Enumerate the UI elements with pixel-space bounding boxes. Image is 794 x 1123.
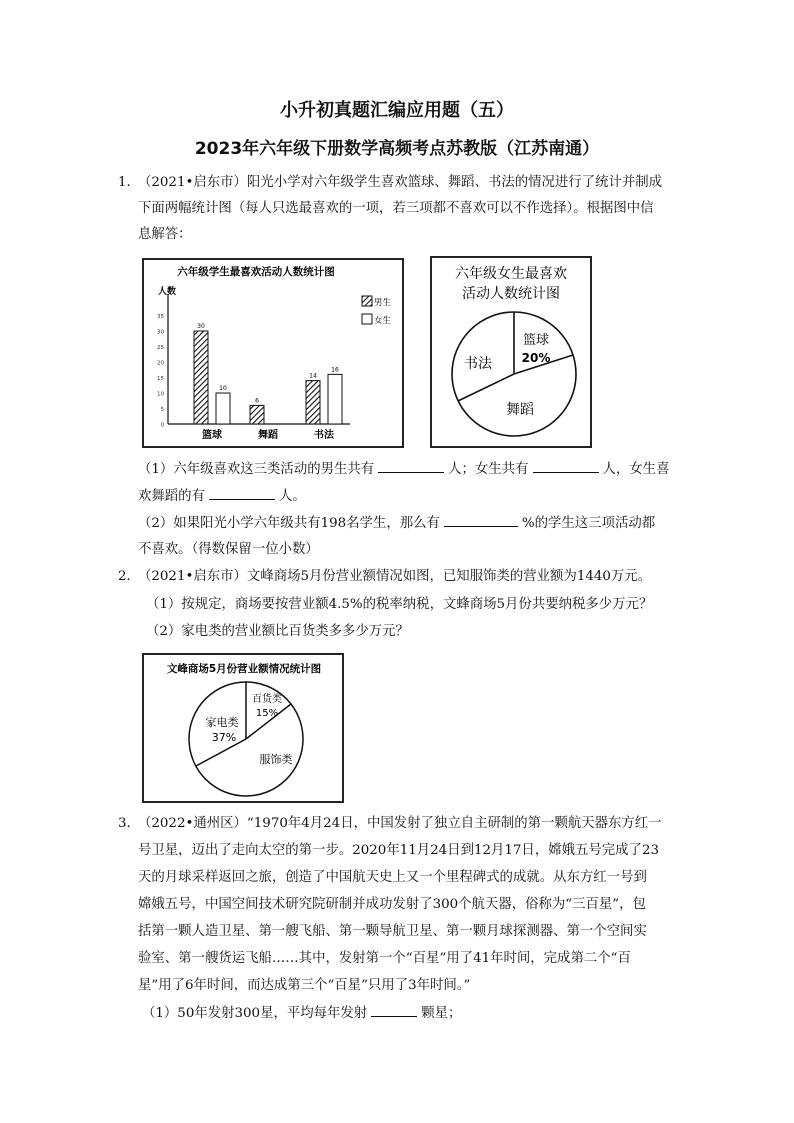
girls-pie-figure	[430, 256, 592, 448]
page-subtitle: 2023年六年级下册数学高频考点苏教版（江苏南通）	[194, 139, 600, 159]
pie-label-appliance: 家电类	[205, 716, 239, 729]
bar-chart-ylabel: 人数	[158, 287, 177, 297]
q2-sub2: （2）家电类的营业额比百货类多多少万元？	[146, 624, 409, 639]
q2-text: （2021•启东市）文峰商场5月份营业额情况如图，已知服饰类的营业额为1440万元。	[138, 569, 652, 584]
bar-chart-figure	[142, 258, 404, 448]
y-tick-label: 30	[157, 329, 164, 336]
legend-label-girls: 女生	[374, 316, 392, 326]
pie-value-department: 15%	[255, 708, 279, 719]
q1-sub2-line2: 不喜欢。（得数保留一位小数）	[138, 542, 319, 557]
y-tick-label: 35	[157, 314, 164, 320]
q3-text-line: （2022•通州区）“1970年4月24日，中国发射了独立自主研制的第一颗航天器东方红一	[138, 816, 662, 831]
q3-text-line: 验室、第一艘货运飞船……其中，发射第一个“百星”用了41年时间，完成第二个“百	[138, 951, 631, 966]
y-tick-label: 10	[157, 391, 164, 398]
bar-boys	[306, 381, 320, 424]
bar-girls	[216, 393, 230, 424]
bar-value-label: 16	[331, 366, 339, 374]
pie-label-dance: 舞蹈	[506, 402, 534, 418]
mall-pie-chart	[144, 655, 342, 801]
answer-blank-percent[interactable]	[444, 514, 518, 527]
q3-text-line: 号卫星，迈出了走向太空的第一步。2020年11月24日到12月17日，嫦娥五号完成了23	[138, 843, 659, 858]
q1-sub1-text-d: 欢舞蹈的有	[138, 489, 205, 504]
girls-pie-title-line-2: 活动人数统计图	[462, 286, 560, 302]
q3-text-line: 天的月球采样返回之旅，创造了中国航天史上又一个里程碑式的成就。从东方红一号到	[138, 870, 647, 885]
x-category-label: 书法	[314, 430, 334, 441]
q3-text-line: 嫦娥五号，中国空间技术研究院研制并成功发射了300个航天器，俗称为“三百星”，包	[138, 897, 646, 912]
x-category-label: 舞蹈	[258, 430, 278, 441]
bar-girls	[328, 374, 342, 424]
pie-label-department: 百货类	[252, 694, 282, 705]
legend-label-boys: 男生	[374, 298, 392, 308]
bar-value-label: 14	[309, 372, 317, 380]
y-tick-label: 5	[160, 407, 164, 413]
pie-value-appliance: 37%	[211, 731, 237, 744]
bar-boys	[250, 405, 264, 424]
q1-sub1-text-c: 人，女生喜	[602, 462, 670, 477]
bar-value-label: 10	[219, 385, 227, 392]
q3-text-line: 星”用了6年时间，而达成第三个“百星”只用了3年时间。”	[138, 978, 471, 993]
pie-value-basketball: 20%	[521, 351, 551, 365]
mall-pie-figure	[142, 653, 344, 803]
q1-sub1-text-e: 人。	[278, 489, 306, 504]
y-tick-label: 15	[157, 376, 164, 382]
bar-boys	[194, 331, 208, 424]
y-tick-label: 20	[157, 360, 164, 367]
girls-pie-title-line-1: 六年级女生最喜欢	[455, 266, 567, 282]
mall-pie-title: 文峰商场5月份营业额情况统计图	[166, 663, 322, 675]
pie-label-basketball: 篮球	[522, 333, 550, 348]
q3-text-line: 括第一颗人造卫星、第一艘飞船、第一颗导航卫星、第一颗月球探测器、第一个空间实	[138, 924, 647, 939]
bar-chart-title: 六年级学生最喜欢活动人数统计图	[177, 266, 335, 278]
q1-number: 1．	[118, 175, 140, 190]
q3-sub1	[142, 1004, 461, 1023]
q1-sub1-text-a: （1）六年级喜欢这三类活动的男生共有	[138, 462, 375, 477]
q3-sub1-text-a: （1）50年发射300星，平均每年发射	[142, 1006, 368, 1021]
pie-label-calligraphy: 书法	[464, 356, 492, 372]
answer-blank-girls-dance[interactable]	[209, 487, 275, 500]
pie-label-clothing: 服饰类	[259, 753, 293, 766]
q1-sub1-line2	[138, 487, 306, 506]
q1-sub2-line1	[138, 514, 655, 533]
q2-number: 2．	[118, 569, 140, 584]
q1-text-line: （2021•启东市）阳光小学对六年级学生喜欢篮球、舞蹈、书法的情况进行了统计并制成	[138, 175, 663, 190]
answer-blank-boys[interactable]	[378, 460, 444, 473]
legend-swatch-boys	[362, 296, 372, 306]
bar-value-label: 6	[255, 397, 259, 405]
q2-sub1: （1）按规定，商场要按营业额4.5%的税率纳税，文蜂商场5月份共要纳税多少万元？	[146, 597, 653, 612]
y-tick-label: 0	[160, 422, 164, 429]
q1-text-line: 下面两幅统计图（每人只选最喜欢的一项，若三项都不喜欢可以不作选择）。根据图中信	[138, 201, 654, 216]
q1-text-line: 息解答：	[138, 227, 192, 242]
bar-value-label: 30	[197, 323, 205, 330]
q1-sub2-text-b: %的学生这三项活动都	[521, 516, 656, 531]
q1-sub1-text-b: 人；女生共有	[448, 462, 529, 477]
q3-sub1-text-b: 颗星；	[421, 1006, 462, 1021]
answer-blank-girls[interactable]	[533, 460, 599, 473]
x-category-label: 篮球	[202, 430, 222, 441]
page-title: 小升初真题汇编应用题（五）	[280, 100, 514, 121]
q3-number: 3．	[118, 816, 140, 831]
bar-chart	[144, 260, 402, 446]
answer-blank-per-year[interactable]	[371, 1004, 417, 1017]
girls-pie-chart	[432, 258, 590, 446]
y-tick-label: 25	[157, 345, 164, 351]
q1-sub2-text-a: （2）如果阳光小学六年级共有198名学生，那么有	[138, 516, 440, 531]
q1-sub1-line1	[138, 460, 669, 479]
legend-swatch-girls	[362, 314, 372, 324]
